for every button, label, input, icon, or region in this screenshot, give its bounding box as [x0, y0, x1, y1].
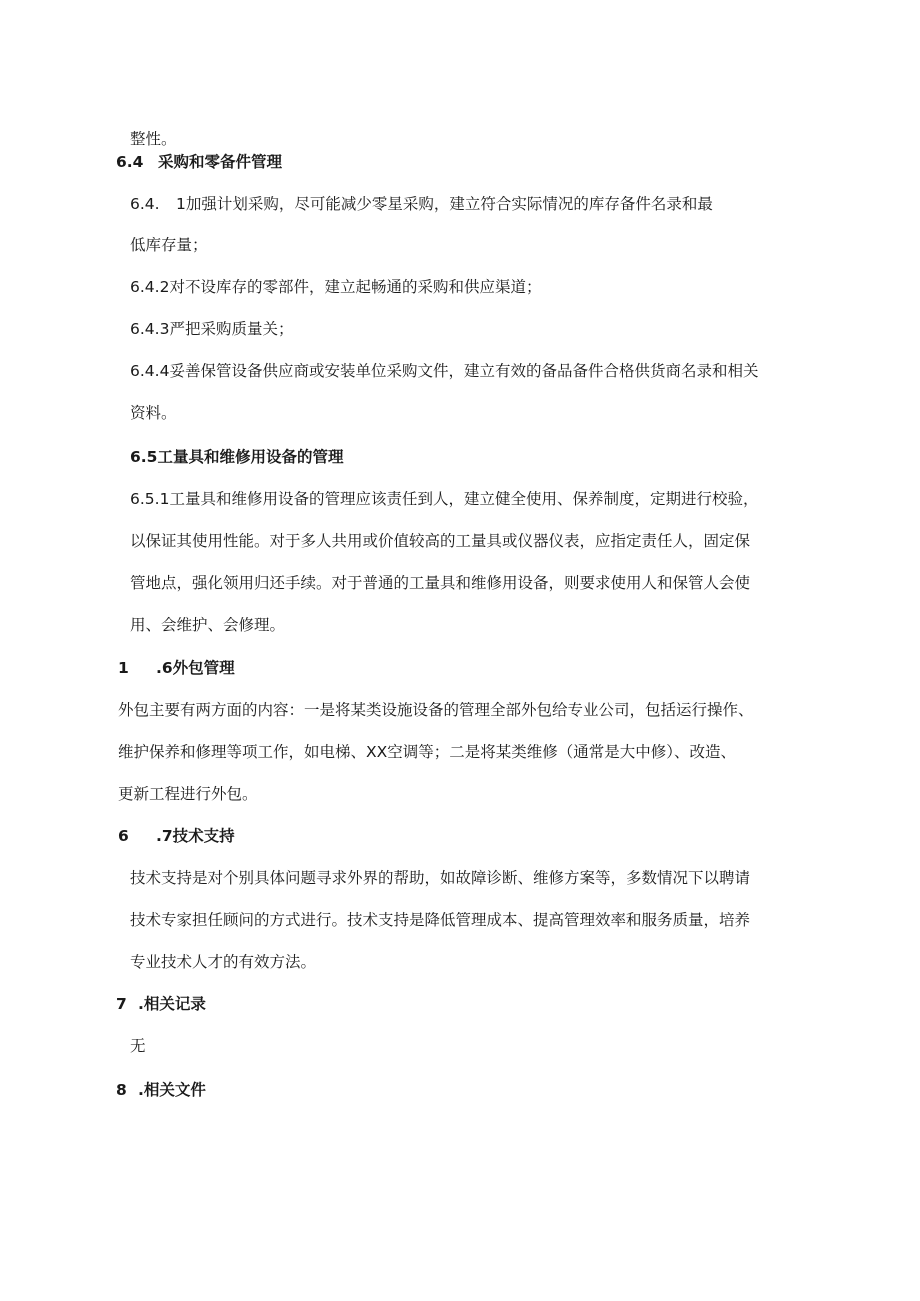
paragraph-line: 6.4.4妥善保管设备供应商或安装单位采购文件，建立有效的备品备件合格供货商名录和相关 [130, 362, 759, 380]
section-title: .相关文件 [138, 1081, 206, 1099]
section-heading-6-4 [116, 151, 282, 173]
paragraph-line: 技术支持是对个别具体问题寻求外界的帮助，如故障诊断、维修方案等，多数情况下以聘请 [130, 869, 751, 887]
paragraph-line: 无 [130, 1037, 146, 1055]
section-title: 采购和零备件管理 [158, 153, 283, 171]
paragraph-line: 更新工程进行外包。 [118, 785, 258, 803]
section-number: 6.4 [116, 153, 144, 171]
section-number: 7 [116, 995, 127, 1013]
paragraph-line: 专业技术人才的有效方法。 [130, 953, 317, 971]
section-title: .7技术支持 [156, 827, 235, 845]
paragraph-line: 6.5.1工量具和维修用设备的管理应该责任到人，建立健全使用、保养制度，定期进行校验， [130, 490, 759, 508]
paragraph-line: 用、会维护、会修理。 [130, 616, 286, 634]
paragraph-line: 6.4.2对不设库存的零部件，建立起畅通的采购和供应渠道； [130, 278, 542, 296]
paragraph-line: 管地点，强化领用归还手续。对于普通的工量具和维修用设备，则要求使用人和保管人会使 [130, 574, 751, 592]
section-heading-7 [116, 993, 206, 1015]
section-number: 1 [118, 659, 129, 677]
clause-number: 6.4. [130, 195, 160, 213]
section-title: .6外包管理 [156, 659, 235, 677]
section-heading-6-6 [118, 657, 235, 679]
section-heading-6-5: 6.5工量具和维修用设备的管理 [130, 448, 344, 466]
paragraph-line: 低库存量； [130, 236, 208, 254]
paragraph-line: 资料。 [130, 404, 177, 422]
section-heading-6-7 [118, 825, 235, 847]
section-number: 8 [116, 1081, 127, 1099]
section-title: .相关记录 [138, 995, 206, 1013]
paragraph-line: 维护保养和修理等项工作，如电梯、XX空调等；二是将某类维修（通常是大中修）、改造、 [118, 743, 736, 761]
paragraph-line: 6.4.3严把采购质量关； [130, 320, 294, 338]
clause-text: 1加强计划采购，尽可能减少零星采购，建立符合实际情况的库存备件名录和最 [176, 195, 713, 213]
paragraph-line: 外包主要有两方面的内容：一是将某类设施设备的管理全部外包给专业公司，包括运行操作、 [118, 701, 754, 719]
section-number: 6 [118, 827, 129, 845]
paragraph-line: 整性。 [130, 130, 177, 148]
section-heading-8 [116, 1079, 206, 1101]
paragraph-line [130, 193, 713, 215]
paragraph-line: 技术专家担任顾问的方式进行。技术支持是降低管理成本、提高管理效率和服务质量，培养 [130, 911, 751, 929]
paragraph-line: 以保证其使用性能。对于多人共用或价值较高的工量具或仪器仪表，应指定责任人，固定保 [130, 532, 751, 550]
